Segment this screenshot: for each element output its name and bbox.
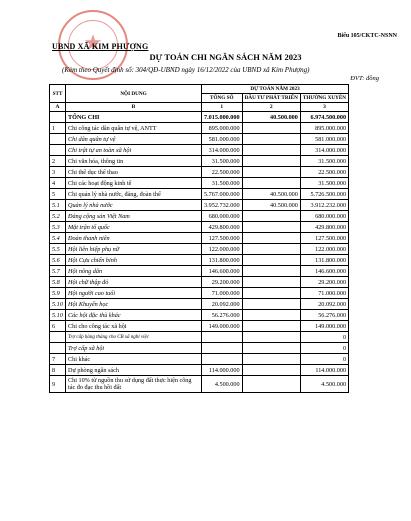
row-stt: 5 — [50, 189, 66, 200]
row-content: Hội người cao tuổi — [66, 288, 202, 299]
column-letter: 1 — [202, 103, 243, 112]
row-development — [242, 376, 300, 393]
table-row — [50, 288, 349, 299]
table-row — [50, 332, 349, 343]
row-content: Chi dân quân tự vệ — [66, 134, 202, 145]
row-stt: 7 — [50, 354, 66, 365]
row-stt: 4 — [50, 178, 66, 189]
row-development — [242, 343, 300, 354]
row-recurrent: 31.500.000 — [300, 156, 348, 167]
table-row — [50, 354, 349, 365]
row-recurrent: 680.000.000 — [300, 211, 348, 222]
row-total: 20.092.000 — [202, 299, 243, 310]
row-development — [242, 145, 300, 156]
table-row — [50, 145, 349, 156]
row-stt: 5.6 — [50, 255, 66, 266]
row-content: Hội liên hiệp phụ nữ — [66, 244, 202, 255]
row-total: 7.015.000.000 — [202, 112, 243, 123]
row-recurrent: 20.092.000 — [300, 299, 348, 310]
row-total: 29.200.000 — [202, 277, 243, 288]
row-total — [202, 354, 243, 365]
table-row — [50, 112, 349, 123]
row-content: TỔNG CHI — [66, 112, 202, 123]
row-stt: 5.9 — [50, 288, 66, 299]
row-total: 3.952.732.000 — [202, 200, 243, 211]
row-stt: 9 — [50, 376, 66, 393]
row-development — [242, 167, 300, 178]
organization-name: UBND XÃ KIM PHƯỢNG — [52, 42, 149, 51]
row-development — [242, 222, 300, 233]
column-letters-row — [50, 103, 349, 112]
row-total: 146.600.000 — [202, 266, 243, 277]
table-row — [50, 277, 349, 288]
row-content: Quản lý nhà nước — [66, 200, 202, 211]
column-letter: 3 — [300, 103, 348, 112]
row-content: Chi các hoạt động kinh tế — [66, 178, 202, 189]
row-stt: 3 — [50, 167, 66, 178]
row-development: 40.500.000 — [242, 189, 300, 200]
column-letter: 2 — [242, 103, 300, 112]
row-total: 31.500.000 — [202, 156, 243, 167]
row-development — [242, 211, 300, 222]
column-letter: B — [66, 103, 202, 112]
row-recurrent: 0 — [300, 343, 348, 354]
form-code: Biểu 105/CKTC-NSNN — [337, 33, 397, 39]
row-development — [242, 321, 300, 332]
header-development: ĐẦU TƯ PHÁT TRIỂN — [242, 94, 300, 103]
row-total: 131.800.000 — [202, 255, 243, 266]
row-development — [242, 266, 300, 277]
row-stt: 8 — [50, 365, 66, 376]
row-total: 895.000.000 — [202, 123, 243, 134]
row-stt — [50, 112, 66, 123]
row-total: 31.500.000 — [202, 178, 243, 189]
row-content: Đảng cộng sản Việt Nam — [66, 211, 202, 222]
row-stt: 5.2 — [50, 211, 66, 222]
row-content: Chi thể dục thể thao — [66, 167, 202, 178]
row-total: 122.000.000 — [202, 244, 243, 255]
row-development — [242, 244, 300, 255]
row-stt — [50, 134, 66, 145]
row-recurrent: 146.600.000 — [300, 266, 348, 277]
row-content: Chi khác — [66, 354, 202, 365]
column-letter: A — [50, 103, 66, 112]
row-development — [242, 277, 300, 288]
row-recurrent: 3.912.232.000 — [300, 200, 348, 211]
table-row — [50, 310, 349, 321]
row-development — [242, 288, 300, 299]
row-total: 4.500.000 — [202, 376, 243, 393]
row-total: 22.500.000 — [202, 167, 243, 178]
row-recurrent: 71.000.000 — [300, 288, 348, 299]
document-title: DỰ TOÁN CHI NGÂN SÁCH NĂM 2023 — [149, 52, 302, 62]
header-stt: STT — [50, 85, 66, 103]
row-development — [242, 178, 300, 189]
row-stt: 5.1 — [50, 200, 66, 211]
row-development — [242, 255, 300, 266]
header-total: TỔNG SỐ — [202, 94, 243, 103]
row-recurrent: 5.726.500.000 — [300, 189, 348, 200]
row-total: 5.767.000.000 — [202, 189, 243, 200]
table-row — [50, 123, 349, 134]
row-recurrent: 127.500.000 — [300, 233, 348, 244]
row-development — [242, 123, 300, 134]
row-development — [242, 156, 300, 167]
row-content: Hội chữ thập đỏ — [66, 277, 202, 288]
row-development — [242, 233, 300, 244]
table-row — [50, 189, 349, 200]
row-content: Dự phòng ngân sách — [66, 365, 202, 376]
row-recurrent: 149.000.000 — [300, 321, 348, 332]
row-recurrent: 429.800.000 — [300, 222, 348, 233]
row-development — [242, 332, 300, 343]
row-recurrent: 56.276.000 — [300, 310, 348, 321]
table-row — [50, 376, 349, 393]
row-total — [202, 332, 243, 343]
row-total: 680.000.000 — [202, 211, 243, 222]
header-recurrent: THƯỜNG XUYÊN — [300, 94, 348, 103]
row-content: Chi công tác dân quân tự vệ, ANTT — [66, 123, 202, 134]
row-content: Chi quản lý nhà nước, đảng, đoàn thể — [66, 189, 202, 200]
row-content: Hội Cựu chiến binh — [66, 255, 202, 266]
row-recurrent: 895.000.000 — [300, 123, 348, 134]
row-total: 56.276.000 — [202, 310, 243, 321]
row-development — [242, 354, 300, 365]
row-content: Mặt trận tổ quốc — [66, 222, 202, 233]
row-content: Chi cho công tác xã hội — [66, 321, 202, 332]
row-content: Chi văn hóa, thông tin — [66, 156, 202, 167]
table-row — [50, 200, 349, 211]
row-recurrent: 0 — [300, 332, 348, 343]
row-stt: 1 — [50, 123, 66, 134]
row-recurrent: 4.500.000 — [300, 376, 348, 393]
row-recurrent: 131.800.000 — [300, 255, 348, 266]
table-row — [50, 233, 349, 244]
row-content: Trợ cấp xã hội — [66, 343, 202, 354]
row-recurrent: 122.000.000 — [300, 244, 348, 255]
header-content: NỘI DUNG — [66, 85, 202, 103]
row-content: Trợ cấp hàng tháng cho CB xã nghỉ việc — [66, 332, 202, 343]
row-stt: 5.10 — [50, 299, 66, 310]
table-row — [50, 167, 349, 178]
row-content: Hội Khuyến học — [66, 299, 202, 310]
row-recurrent: 31.500.000 — [300, 178, 348, 189]
row-stt: 5.8 — [50, 277, 66, 288]
row-development: 40.500.000 — [242, 200, 300, 211]
row-total: 114.000.000 — [202, 365, 243, 376]
row-total: 314.000.000 — [202, 145, 243, 156]
table-row — [50, 299, 349, 310]
row-stt: 6 — [50, 321, 66, 332]
table-row — [50, 134, 349, 145]
row-total — [202, 343, 243, 354]
row-stt: 5.4 — [50, 233, 66, 244]
row-development — [242, 310, 300, 321]
header-estimate: DỰ TOÁN NĂM 2023 — [202, 85, 349, 94]
row-recurrent: 29.200.000 — [300, 277, 348, 288]
row-development — [242, 365, 300, 376]
row-total: 581.000.000 — [202, 134, 243, 145]
row-total: 429.800.000 — [202, 222, 243, 233]
table-row — [50, 266, 349, 277]
row-recurrent: 0 — [300, 354, 348, 365]
row-recurrent: 114.000.000 — [300, 365, 348, 376]
table-row — [50, 244, 349, 255]
row-stt: 5.10 — [50, 310, 66, 321]
row-recurrent: 6.974.500.000 — [300, 112, 348, 123]
row-development — [242, 299, 300, 310]
table-row — [50, 211, 349, 222]
table-row — [50, 156, 349, 167]
row-stt: 2 — [50, 156, 66, 167]
row-content: Hội nông dân — [66, 266, 202, 277]
budget-table — [49, 84, 349, 393]
table-row — [50, 178, 349, 189]
row-recurrent: 314.000.000 — [300, 145, 348, 156]
row-recurrent: 22.500.000 — [300, 167, 348, 178]
row-content: Các hội đặc thù khác — [66, 310, 202, 321]
row-total: 149.000.000 — [202, 321, 243, 332]
table-row — [50, 343, 349, 354]
row-content: Chi trật tự an toàn xã hội — [66, 145, 202, 156]
row-stt — [50, 332, 66, 343]
table-row — [50, 222, 349, 233]
row-stt — [50, 145, 66, 156]
table-row — [50, 365, 349, 376]
row-stt: 5.3 — [50, 222, 66, 233]
row-total: 127.500.000 — [202, 233, 243, 244]
row-stt — [50, 343, 66, 354]
document-subtitle: (Kèm theo Quyết định số: 304/QĐ-UBND ngày 16/12/2022 của UBND xã Kim Phượng) — [62, 66, 310, 74]
row-stt: 5.7 — [50, 266, 66, 277]
row-recurrent: 581.000.000 — [300, 134, 348, 145]
table-row — [50, 255, 349, 266]
table-row — [50, 321, 349, 332]
row-stt: 5.5 — [50, 244, 66, 255]
row-total: 71.000.000 — [202, 288, 243, 299]
row-content: Chi 10% từ nguồn thu sử dụng đất thực hiện công tác đo đạc thu hồi đất — [66, 376, 202, 393]
currency-unit: ĐVT: đồng — [350, 75, 379, 82]
row-development: 40.500.000 — [242, 112, 300, 123]
row-content: Đoàn thanh niên — [66, 233, 202, 244]
row-development — [242, 134, 300, 145]
